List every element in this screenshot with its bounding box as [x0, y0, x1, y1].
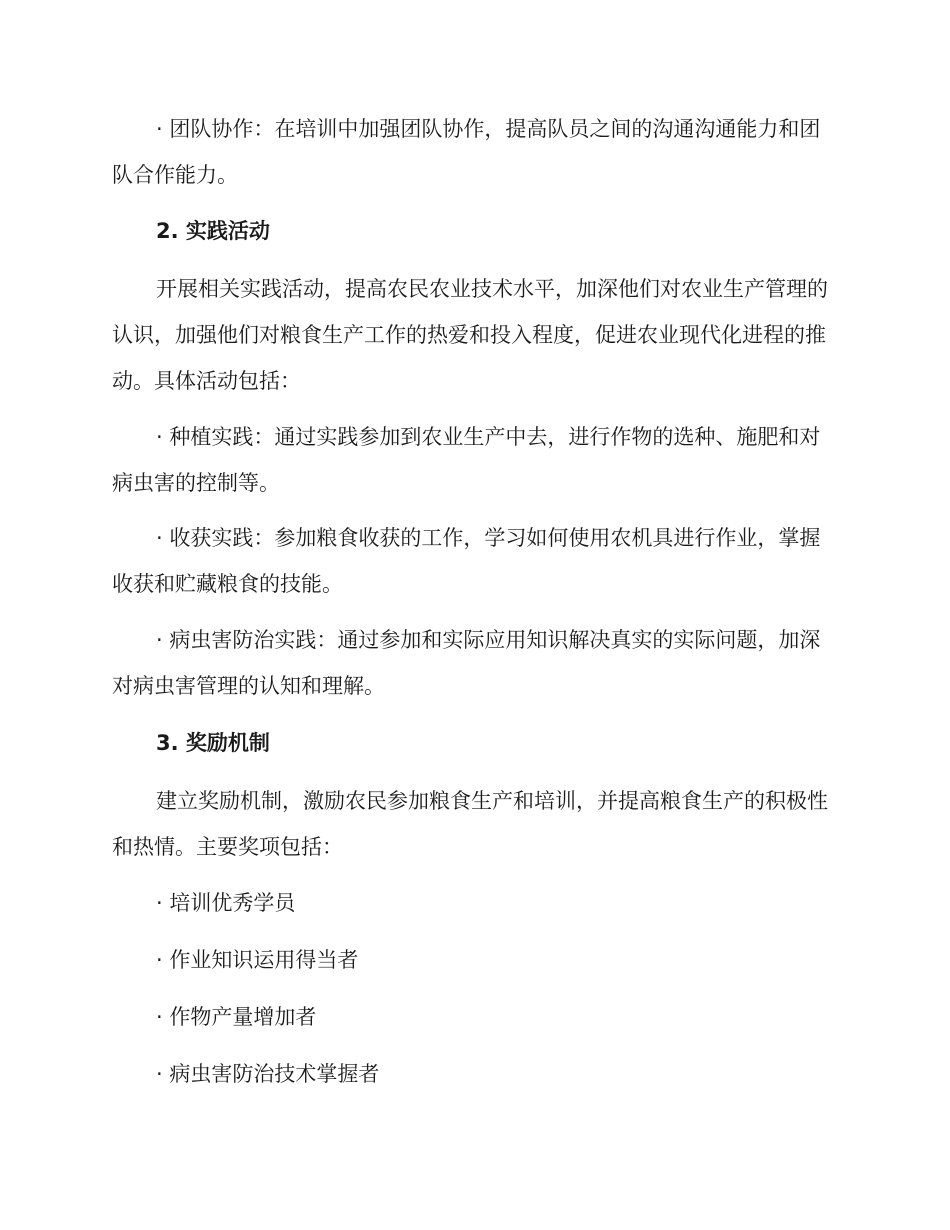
paragraph-reward-intro: 建立奖励机制，激励农民参加粮食生产和培训，并提高粮食生产的积极性和热情。主要奖项包括：	[112, 789, 828, 859]
paragraph-team-collaboration: · 团队协作：在培训中加强团队协作，提高队员之间的沟通沟通能力和团队合作能力。	[112, 117, 821, 187]
paragraph-harvest-practice: · 收获实践：参加粮食收获的工作，学习如何使用农机具进行作业，掌握收获和贮藏粮食的技能。	[112, 526, 821, 596]
bullet-item-outstanding-trainee: · 培训优秀学员	[156, 891, 296, 915]
paragraph-pest-control-practice: · 病虫害防治实践：通过参加和实际应用知识解决真实的实际问题，加深对病虫害管理的认知和理解。	[112, 628, 821, 698]
bullet-item-knowledge-application: · 作业知识运用得当者	[156, 948, 359, 972]
paragraph-planting-practice: · 种植实践：通过实践参加到农业生产中去，进行作物的选种、施肥和对病虫害的控制等。	[112, 425, 821, 495]
bullet-item-yield-increase: · 作物产量增加者	[156, 1005, 317, 1029]
bullet-item-pest-control-mastery: · 病虫害防治技术掌握者	[156, 1062, 380, 1086]
section-heading-practice-activities: 2. 实践活动	[156, 219, 270, 243]
section-heading-reward-mechanism: 3. 奖励机制	[156, 731, 270, 755]
paragraph-practice-intro: 开展相关实践活动，提高农民农业技术水平，加深他们对农业生产管理的认识，加强他们对粮食生产工作的热爱和投入程度，促进农业现代化进程的推动。具体活动包括：	[112, 277, 828, 393]
